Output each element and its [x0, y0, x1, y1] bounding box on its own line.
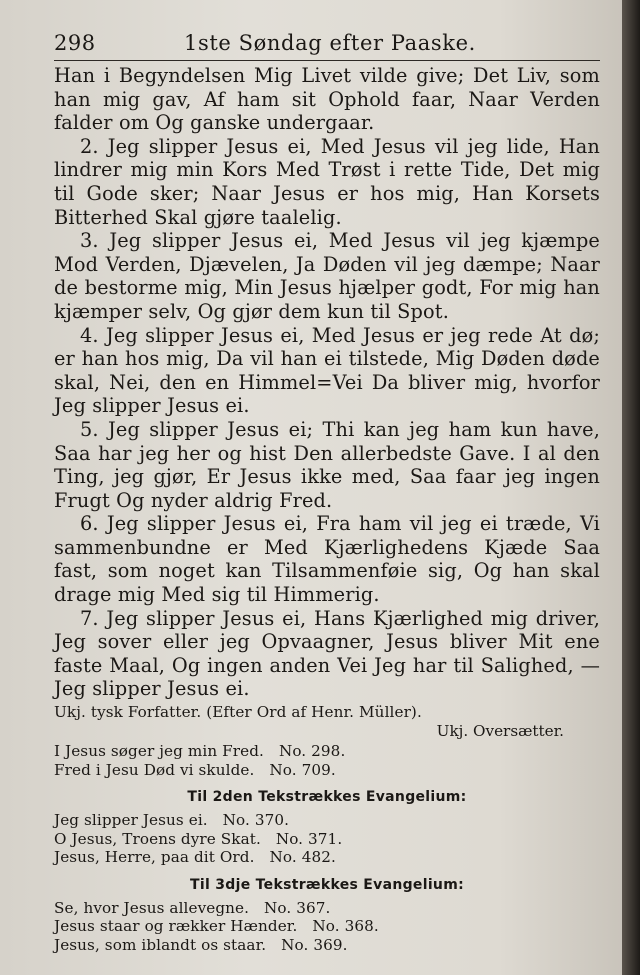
ref-title: Fred i Jesu Død vi skulde.: [54, 760, 255, 779]
ref-number: No. 367.: [264, 898, 331, 917]
hymn-verse-2: 2. Jeg slipper Jesus ei, Med Jesus vil jeg lide, Han lindrer mig min Kors Med Trøst i rette Tide, Det mig til Gode sker; Naar Jesus er hos mig, Han Korsets Bitterhed Skal gjøre taalelig.: [54, 134, 600, 229]
section-heading-2: Til 2den Tekstrækkes Evangelium:: [187, 789, 467, 806]
hymn-verse-continuation: Han i Begyndelsen Mig Livet vilde give; Det Liv, som han mig gav, Af ham sit Ophold faar, Naar Verden falder om Og ganske undergaar.: [54, 64, 600, 135]
ref-title: Jeg slipper Jesus ei.: [54, 811, 208, 830]
ref-number: No. 482.: [269, 848, 336, 867]
ref-number: No. 298.: [278, 742, 346, 761]
author-attribution: Ukj. tysk Forfatter. (Efter Ord af Henr. Müller).: [54, 703, 422, 722]
page-title: 1ste Søndag efter Paaske.: [184, 31, 476, 55]
book-binding-edge: [622, 0, 640, 975]
section-2-list: [54, 811, 600, 867]
ref-title: O Jesus, Troens dyre Skat.: [54, 829, 261, 848]
related-hymns: [54, 742, 600, 779]
list-item: [54, 899, 600, 918]
ref-title: Jesus, som iblandt os staar.: [54, 935, 267, 954]
section-heading-3: Til 3dje Tekstrækkes Evangelium:: [190, 876, 464, 893]
ref-title: Se, hvor Jesus allevegne.: [54, 898, 250, 917]
ref-number: No. 371.: [275, 829, 343, 848]
hymn-verse-3: 3. Jeg slipper Jesus ei, Med Jesus vil jeg kjæmpe Mod Verden, Djævelen, Ja Døden vil jeg dæmpe; Naar de bestorme mig, Min Jesus hjælper godt, For mig han kjæmper selv, Og gjør dem kun til Spot.: [54, 229, 600, 323]
ref-title: Jesus staar og rækker Hænder.: [54, 917, 298, 936]
hymn-text: [54, 64, 600, 701]
section-3-list: [54, 899, 600, 955]
ref-title: Jesus, Herre, paa dit Ord.: [54, 848, 255, 867]
list-item: [54, 936, 600, 955]
ref-title: I Jesus søger jeg min Fred.: [54, 742, 264, 761]
translator-attribution: Ukj. Oversætter.: [436, 722, 564, 741]
list-item: [54, 830, 600, 849]
list-item: [54, 761, 600, 780]
list-item: [54, 811, 600, 830]
ref-number: No. 369.: [281, 935, 348, 954]
ref-number: No. 709.: [269, 760, 336, 779]
page-header: [54, 30, 600, 61]
hymn-verse-6: 6. Jeg slipper Jesus ei, Fra ham vil jeg ei træde, Vi sammenbundne er Med Kjærlighedens Kjæde Saa fast, som noget kan Tilsammenføie sig, Og han skal drage mig Med sig til Himmerig.: [54, 512, 600, 607]
list-item: [54, 917, 600, 936]
hymn-verse-5: 5. Jeg slipper Jesus ei; Thi kan jeg ham kun have, Saa har jeg her og hist Den allerbedste Gave. I al den Ting, jeg gjør, Er Jesus ikke med, Saa faar jeg ingen Frugt Og nyder aldrig Fred.: [54, 417, 600, 512]
list-item: [54, 742, 600, 761]
hymn-verse-7: 7. Jeg slipper Jesus ei, Hans Kjærlighed mig driver, Jeg sover eller jeg Opvaagner, Jesus bliver Mit ene faste Maal, Og ingen anden Vei Jeg har til Salighed, — Jeg slipper Jesus ei.: [54, 606, 600, 701]
ref-number: No. 370.: [222, 811, 290, 830]
hymn-verse-4: 4. Jeg slipper Jesus ei, Med Jesus er jeg rede At dø; er han hos mig, Da vil han ei tilstede, Mig Døden døde skal, Nei, den en Himmel=Vei Da bliver mig, hvorfor Jeg slipper Jesus ei.: [54, 323, 600, 418]
list-item: [54, 848, 600, 867]
page-number: 298: [54, 31, 96, 55]
ref-number: No. 368.: [312, 917, 379, 936]
